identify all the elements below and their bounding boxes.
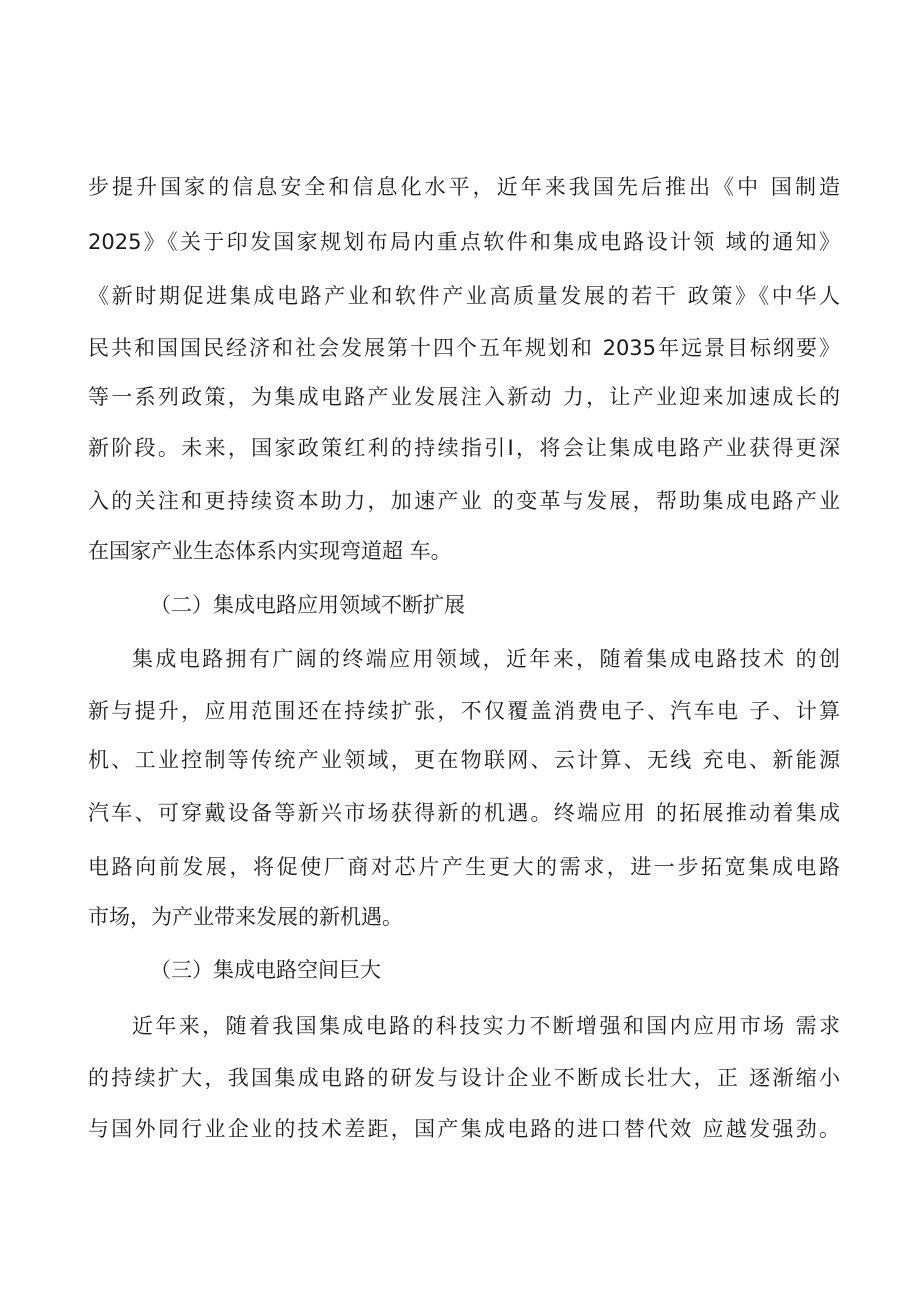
text-line: 等一系列政策，为集成电路产业发展注入新动 力，让产业迎来加速成长的: [88, 385, 840, 409]
text-line: 的持续扩大，我国集成电路的研发与设计企业不断成长壮大，正 逐渐缩小: [88, 1066, 840, 1090]
text-line: 步提升国家的信息安全和信息化水平，近年来我国先后推出《中 国制造: [88, 175, 840, 199]
text-line: 2025》《关于印发国家规划布局内重点软件和集成电路设计领 域的通知》: [88, 230, 840, 254]
text-line: 入的关注和更持续资本助力，加速产业 的变革与发展，帮助集成电路产业: [88, 489, 840, 513]
section-heading-space: （三）集成电路空间巨大: [150, 958, 381, 982]
text-line: 《新时期促进集成电路产业和软件产业高质量发展的若干 政策》《中华人: [88, 284, 840, 308]
text-line: 集成电路拥有广阔的终端应用领域，近年来，随着集成电路技术 的创: [132, 647, 840, 671]
text-line: 在国家产业生态体系内实现弯道超 车。: [88, 539, 452, 563]
text-line: 与国外同行业企业的技术差距，国产集成电路的进口替代效 应越发强劲。: [88, 1117, 840, 1141]
text-line: 近年来，随着我国集成电路的科技实力不断增强和国内应用市场 需求: [132, 1014, 840, 1038]
text-line: 新与提升，应用范围还在持续扩张，不仅覆盖消费电子、汽车电 子、计算: [88, 699, 840, 723]
section-heading-application: （二）集成电路应用领域不断扩展: [150, 593, 465, 617]
text-line: 新阶段。未来，国家政策红利的持续指引I，将会让集成电路产业获得更深: [88, 436, 840, 460]
text-line: 市场，为产业带来发展的新机遇。: [88, 905, 403, 929]
text-line: 机、工业控制等传统产业领域，更在物联网、云计算、无线 充电、新能源: [88, 748, 840, 772]
text-line: 电路向前发展，将促使厂商对芯片产生更大的需求，进一步拓宽集成电路: [88, 855, 840, 879]
text-line: 民共和国国民经济和社会发展第十四个五年规划和 2035年远景目标纲要》: [88, 336, 840, 360]
text-line: 汽车、可穿戴设备等新兴市场获得新的机遇。终端应用 的拓展推动着集成: [88, 801, 840, 825]
